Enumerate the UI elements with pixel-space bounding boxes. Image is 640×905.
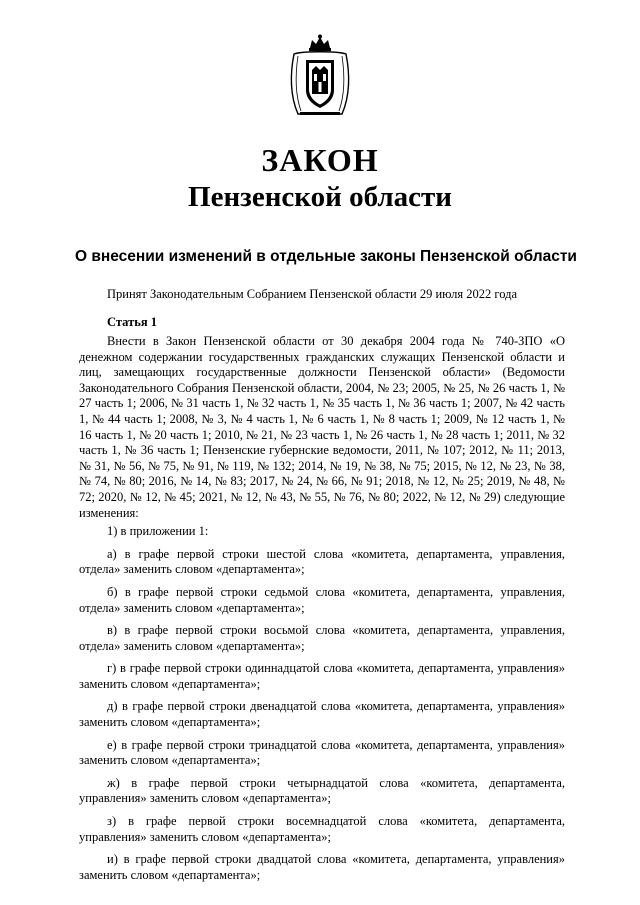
list-item: з) в графе первой строки восемнадцатой слова «комитета, департамента, управления» заменить словом «департамента»; — [79, 814, 565, 844]
list-item: ж) в графе первой строки четырнадцатой слова «комитета, департамента, управления» заменить словом «департамента»; — [79, 775, 565, 806]
adoption-note: Принят Законодательным Собранием Пензенской области 29 июля 2022 года — [107, 287, 518, 301]
law-heading: О внесении изменений в отдельные законы Пензенской области — [75, 248, 577, 265]
list-item: д) в графе первой строки двенадцатой слова «комитета, департамента, управления» заменить словом «департамента»; — [79, 699, 565, 730]
list-item: е) в графе первой строки тринадцатой слова «комитета, департамента, управления» заменить словом «департамента»; — [79, 737, 565, 768]
article-body — [79, 334, 565, 883]
list-item: г) в графе первой строки одиннадцатой слова «комитета, департамента, управления» заменить словом «департамента»; — [79, 661, 565, 691]
penza-coat-of-arms-icon — [286, 34, 354, 118]
list-item: 1) в приложении 1: — [107, 524, 209, 539]
list-item: и) в графе первой строки двадцатой слова «комитета, департамента, управления» заменить словом «департамента»; — [79, 852, 565, 882]
document-title: ЗАКОН — [261, 142, 379, 178]
list-item: а) в графе первой строки шестой слова «комитета, департамента, управления, отдела» заменить словом «департамента»; — [79, 546, 565, 577]
list-item: в) в графе первой строки восьмой слова «комитета, департамента, управления, отдела» заменить словом «департамента»; — [79, 623, 565, 653]
list-item: б) в графе первой строки седьмой слова «комитета, департамента, управления, отдела» заменить словом «департамента»; — [79, 584, 565, 615]
document-subtitle: Пензенской области — [188, 181, 452, 213]
intro-paragraph: Внести в Закон Пензенской области от 30 декабря 2004 года № 740-ЗПО «О денежном содержании государственных гражданских служащих Пензенской области и лиц, замещающих государственные должности Пензенской области» (Ведомости Законодательного Собрания Пензенской области, 2004, № 23; 2005, № 25, № 26 часть 1, № 27 часть 1; 2006, № 31 часть 1, № 32 часть 1, № 35 часть 1, № 36 часть 1; 2007, № 42 часть 1, № 44 часть 1; 2008, № 3, № 4 часть 1, № 6 часть 1, № 8 часть 1; 2009, № 12 часть 1, № 16 часть 1, № 20 часть 1; 2010, № 21, № 23 часть 1, № 26 часть 1, № 28 часть 1; 2011, № 32 часть 1, № 36 часть 1; Пензенские губернские ведомости, 2011, № 107; 2012, № 11; 2013, № 31, № 56, № 75, № 91, № 119, № 132; 2014, № 19, № 38, № 75; 2015, № 12, № 23, № 38, № 74, № 80; 2016, № 14, № 83; 2017, № 24, № 66, № 91; 2018, № 12, № 25; 2019, № 48, № 72; 2020, № 12, № 45; 2021, № 12, № 43, № 55, № 76, № 80; 2022, № 12, № 29) следующие изменения: — [79, 334, 565, 520]
article-label: Статья 1 — [107, 315, 157, 329]
